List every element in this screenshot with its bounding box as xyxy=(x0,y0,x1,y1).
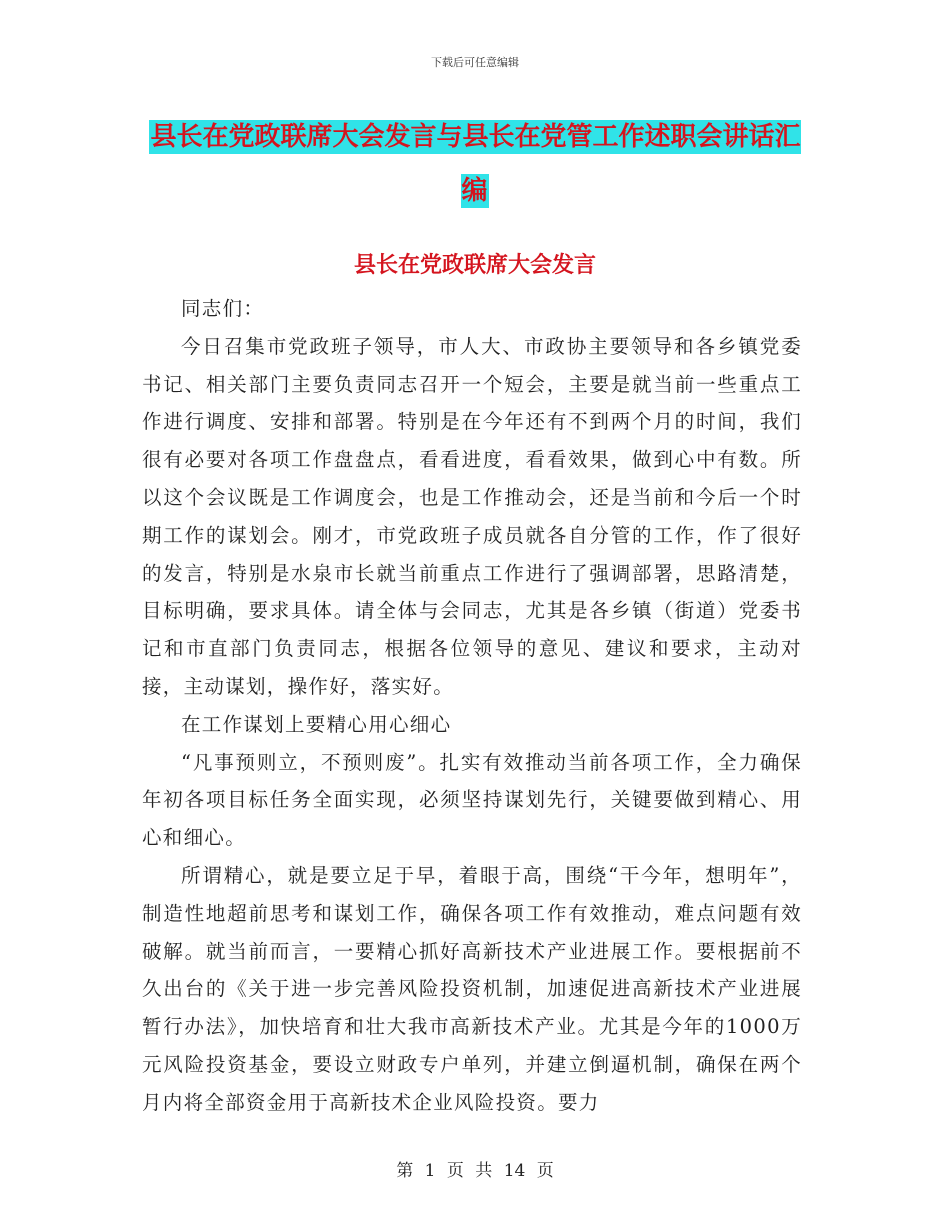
document-title-text: 县长在党政联席大会发言与县长在党管工作述职会讲话汇编 xyxy=(150,122,801,206)
section-title: 县长在党政联席大会发言 xyxy=(353,252,596,278)
document-title xyxy=(140,110,810,218)
paragraph: 今日召集市党政班子领导，市人大、市政协主要领导和各乡镇党委书记、相关部门主要负责同志召开一个短会，主要是就当前一些重点工作进行调度、安排和部署。特别是在今年还有不到两个月的时间，我们很有必要对各项工作盘盘点，看看进度，看看效果，做到心中有数。所以这个会议既是工作调度会，也是工作推动会，还是当前和今后一个时期工作的谋划会。刚才，市党政班子成员就各自分管的工作，作了很好的发言，特别是水泉市长就当前重点工作进行了强调部署，思路清楚，目标明确，要求具体。请全体与会同志，尤其是各乡镇（街道）党委书记和市直部门负责同志，根据各位领导的意见、建议和要求，主动对接，主动谋划，操作好，落实好。 xyxy=(142,334,802,698)
salutation: 同志们： xyxy=(181,297,265,320)
header-note: 下载后可任意编辑 xyxy=(431,56,519,69)
paragraph: 所谓精心，就是要立足于早，着眼于高，围绕“干今年，想明年”，制造性地超前思考和谋划工作，确保各项工作有效推动，难点问题有效破解。就当前而言，一要精心抓好高新技术产业进展工作。要根据前不久出台的《关于进一步完善风险投资机制，加速促进高新技术产业进展暂行办法》，加快培育和壮大我市高新技术产业。尤其是今年的1000万元风险投资基金，要设立财政专户单列，并建立倒逼机制，确保在两个月内将全部资金用于高新技术企业风险投资。要力 xyxy=(142,863,802,1114)
subheading: 在工作谋划上要精心用心细心 xyxy=(181,712,452,736)
page-number: 第 1 页 共 14 页 xyxy=(396,1161,554,1181)
paragraph: “凡事预则立，不预则废”。扎实有效推动当前各项工作，全力确保年初各项目标任务全面实现，必须坚持谋划先行，关键要做到精心、用心和细心。 xyxy=(142,750,802,850)
body-text xyxy=(142,290,802,1122)
